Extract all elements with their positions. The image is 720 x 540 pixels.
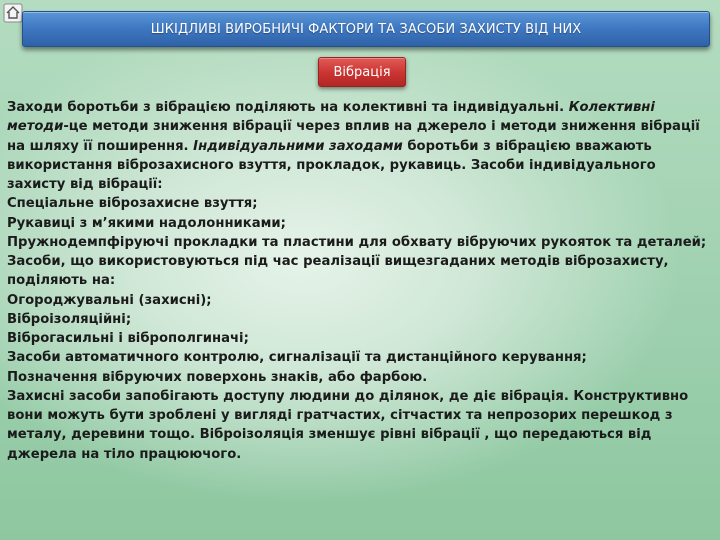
home-icon: [3, 3, 23, 23]
content-text: [7, 98, 715, 464]
intro-paragraph: [7, 98, 715, 194]
section-badge: [318, 57, 406, 87]
content-line: Позначення вібруючих поверхонь знаків, або фарбою.: [7, 369, 428, 385]
intro-text-3: боротьби з вібрацією вважають використання віброзахисного взуття, прокладок, рукавиць. Засоби індивідуального захисту від вібрації:: [7, 138, 656, 192]
content-line: Віброізоляційні;: [7, 311, 132, 327]
content-line: Пружнодемпфіруючі прокладки та пластини для обхвату вібруючих рукояток та деталей;: [7, 234, 707, 250]
intro-term-individual: Індивідуальними заходами: [193, 138, 403, 154]
section-title: Вібрація: [333, 64, 391, 80]
intro-text-1: Заходи боротьби з вібрацією поділяють на колективні та індивідуальні.: [7, 100, 569, 115]
content-line: Засоби, що використовуються під час реалізації вищезгаданих методів віброзахисту, поділяють на:: [7, 254, 669, 289]
title-bar: [22, 11, 710, 47]
content-line: Засоби автоматичного контролю, сигналізації та дистанційного керування;: [7, 350, 587, 366]
page-title: ШКІДЛИВІ ВИРОБНИЧІ ФАКТОРИ ТА ЗАСОБИ ЗАХИСТУ ВІД НИХ: [150, 21, 582, 37]
content-line: Спеціальне віброзахисне взуття;: [7, 196, 258, 212]
intro-term-collective: Колективні методи: [7, 100, 655, 135]
content-line: Віброгасильні і віброполгиначі;: [7, 331, 249, 346]
content-line: Огороджувальні (захисні);: [7, 292, 212, 308]
content-line: Захисні засоби запобігають доступу людини до ділянок, де діє вібрація. Конструктивно вони можуть бути зроблені у вигляді гратчастих, сітчастих та непрозорих перешкод з металу, деревини тощо. Віброізоляція зменшує рівні вібрації , що передаються від джерела на тіло працюючого.: [7, 388, 689, 462]
home-button[interactable]: [3, 3, 23, 23]
intro-text-2: -це методи зниження вібрації через вплив на джерело і методи зниження вібрації на шляху її поширення.: [7, 119, 700, 154]
content-line: Рукавиці з м’якими надолонниками;: [7, 215, 286, 231]
